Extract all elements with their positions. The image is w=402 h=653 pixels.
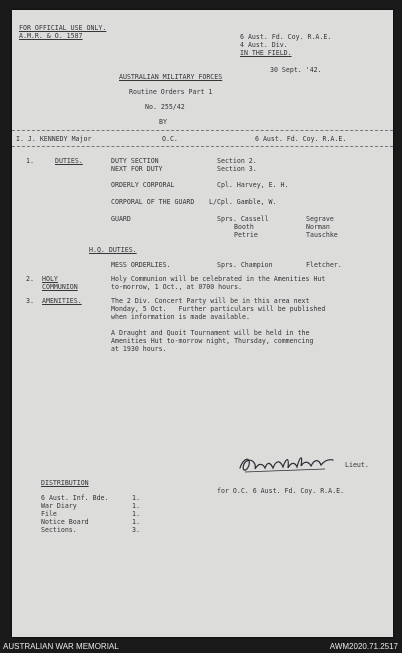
guard-name: Tauschke (306, 231, 338, 239)
signatory-for-line: for O.C. 6 Aust. Fd. Coy. R.A.E. (217, 487, 345, 495)
hq-duties-title: H.Q. DUTIES. (89, 246, 137, 254)
section-1-title: DUTIES. (55, 157, 83, 165)
section-3-text: at 1930 hours. (111, 345, 167, 353)
next-for-duty-value: Section 3. (217, 165, 257, 173)
distribution-name: Notice Board (41, 518, 89, 526)
section-2-text: to-morrow, 1 Oct., at 0700 hours. (111, 283, 243, 291)
document-date: 30 Sept. '42. (270, 66, 322, 74)
distribution-count: 3. (132, 526, 140, 534)
distribution-name: War Diary (41, 502, 77, 510)
order-number: No. 255/42 (145, 103, 185, 111)
header-rule-bottom (12, 146, 393, 147)
unit-line-1: 6 Aust. Fd. Coy. R.A.E. (240, 33, 332, 41)
orderly-corporal-value: Cpl. Harvey, E. H. (217, 181, 289, 189)
section-3-title: AMENITIES. (42, 297, 82, 305)
header-rule-top (12, 130, 393, 131)
form-reference: A.M.R. & O. 1587 (19, 32, 83, 40)
footer-institution: AUSTRALIAN WAR MEMORIAL (3, 642, 119, 651)
distribution-name: Sections. (41, 526, 77, 534)
duty-section-value: Section 2. (217, 157, 257, 165)
distribution-count: 1. (132, 502, 140, 510)
section-3-text: A Draught and Quoit Tournament will be held in the (111, 329, 310, 337)
footer-accession-number: AWM2020.71.2517 (329, 642, 398, 651)
distribution-count: 1. (132, 510, 140, 518)
guard-name: Petrie (234, 231, 258, 239)
archive-footer (0, 639, 402, 653)
section-2-number: 2. (26, 275, 34, 283)
mess-orderlies-value: Fletcher. (306, 261, 342, 269)
distribution-name: File (41, 510, 57, 518)
guard-label: GUARD (111, 215, 131, 223)
guard-name: Norman (306, 223, 330, 231)
location-label: IN THE FIELD. (240, 49, 292, 57)
unit-line-2: 4 Aust. Div. (240, 41, 288, 49)
section-3-text: The 2 Div. Concert Party will be in this area next (111, 297, 310, 305)
guard-name: Booth (234, 223, 254, 231)
organisation-title: AUSTRALIAN MILITARY FORCES (119, 73, 223, 81)
section-3-text: when information is made available. (111, 313, 250, 321)
mess-orderlies-value: Sprs. Champion (217, 261, 273, 269)
next-for-duty-label: NEXT FOR DUTY (111, 165, 163, 173)
signatory-rank: Lieut. (345, 461, 369, 469)
handwritten-signature (237, 450, 337, 478)
section-2-text: Holy Communion will be celebrated in the Amenities Hut (111, 275, 326, 283)
corporal-guard-value: L/Cpl. Gamble, W. (209, 198, 277, 206)
distribution-title: DISTRIBUTION (41, 479, 89, 487)
distribution-count: 1. (132, 494, 140, 502)
corporal-guard-label: CORPORAL OF THE GUARD (111, 198, 195, 206)
orderly-corporal-label: ORDERLY CORPORAL (111, 181, 175, 189)
distribution-count: 1. (132, 518, 140, 526)
section-1-number: 1. (26, 157, 34, 165)
guard-name: Sprs. Cassell (217, 215, 269, 223)
by-label: BY (159, 118, 167, 126)
section-3-text: Amenities Hut to-morrow night, Thursday, commencing (111, 337, 314, 345)
section-2-title: HOLY (42, 275, 58, 283)
duty-section-label: DUTY SECTION (111, 157, 159, 165)
commander-name: I. J. KENNEDY Major (16, 135, 92, 143)
section-3-number: 3. (26, 297, 34, 305)
guard-name: Segrave (306, 215, 334, 223)
classification-label: FOR OFFICIAL USE ONLY. (19, 24, 107, 32)
section-2-title: COMMUNION (42, 283, 78, 291)
distribution-name: 6 Aust. Inf. Bde. (41, 494, 109, 502)
document-type: Routine Orders Part 1 (129, 88, 213, 96)
mess-orderlies-label: MESS ORDERLIES. (111, 261, 171, 269)
issuing-unit: 6 Aust. Fd. Coy. R.A.E. (255, 135, 347, 143)
oc-label: O.C. (162, 135, 178, 143)
section-3-text: Monday, 5 Oct. Further particulars will be published (111, 305, 326, 313)
document-page (12, 10, 393, 637)
